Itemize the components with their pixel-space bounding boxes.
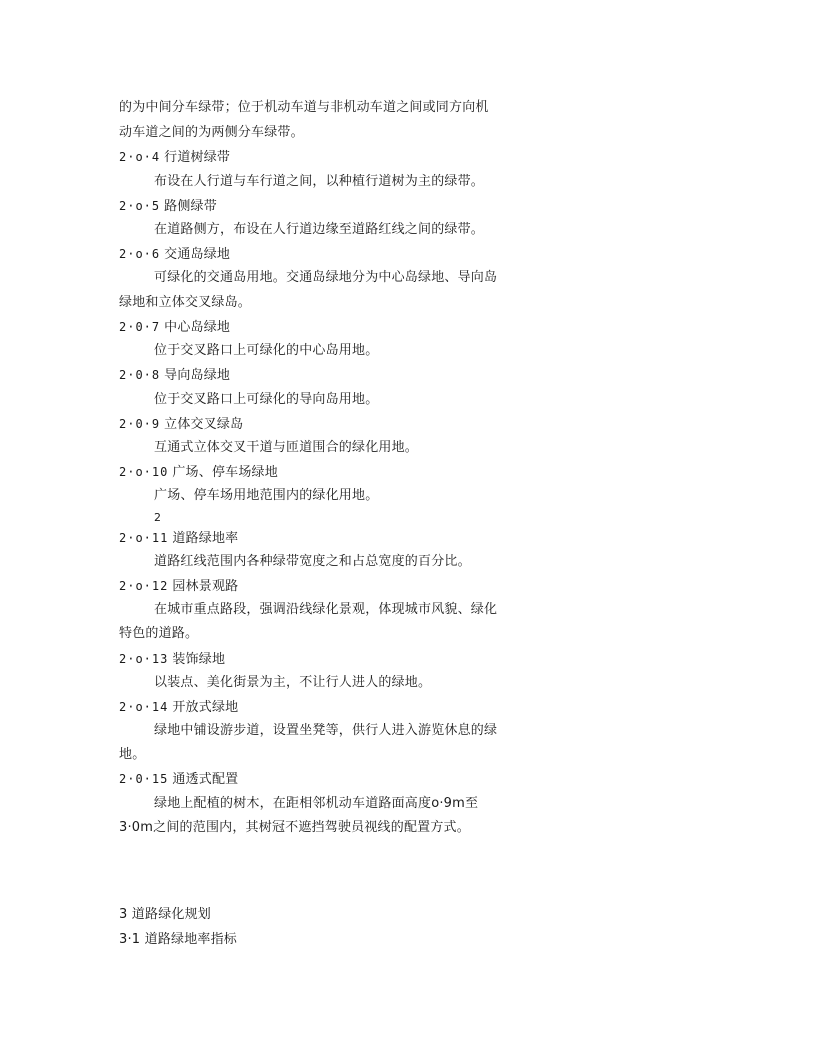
clause-term: 通透式配置 <box>172 772 239 787</box>
clause-heading <box>119 463 278 482</box>
clause-definition: 以装点、美化街景为主，不让行人进人的绿地。 <box>154 675 432 690</box>
clause-number: 2·o·5 <box>119 199 161 213</box>
clause-number: 2·o·14 <box>119 700 169 714</box>
clause-number: 2·0·15 <box>119 772 169 786</box>
clause-definition: 绿地上配植的树木，在距相邻机动车道路面高度o·9m至 <box>154 796 479 811</box>
clause-heading <box>119 245 230 264</box>
clause-term: 路侧绿带 <box>164 199 217 214</box>
page-number: 2 <box>154 511 162 524</box>
clause-heading <box>119 770 238 789</box>
clause-definition-cont: 特色的道路。 <box>119 626 199 641</box>
clause-definition: 道路红线范围内各种绿带宽度之和占总宽度的百分比。 <box>154 554 471 569</box>
clause-term: 道路绿地率 <box>172 531 239 546</box>
intro-line-1: 的为中间分车绿带；位于机动车道与非机动车道之间或同方向机 <box>119 100 489 115</box>
clause-number: 2·o·6 <box>119 247 161 261</box>
clause-number: 2·o·4 <box>119 150 161 164</box>
clause-number: 2·0·8 <box>119 368 161 382</box>
clause-term: 中心岛绿地 <box>164 320 231 335</box>
clause-heading <box>119 197 217 216</box>
clause-definition-cont: 地。 <box>119 747 146 762</box>
clause-definition-cont: 绿地和立体交叉绿岛。 <box>119 295 252 310</box>
clause-heading <box>119 577 238 596</box>
clause-heading <box>119 148 230 167</box>
clause-number: 2·o·12 <box>119 579 169 593</box>
clause-definition: 布设在人行道与车行道之间，以种植行道树为主的绿带。 <box>154 174 485 189</box>
clause-number: 2·o·13 <box>119 652 169 666</box>
section-heading: 3 道路绿化规划 <box>119 907 212 922</box>
clause-term: 导向岛绿地 <box>164 368 231 383</box>
clause-heading <box>119 366 230 385</box>
subsection-heading: 3·1 道路绿地率指标 <box>119 932 238 947</box>
clause-heading <box>119 415 243 434</box>
clause-term: 广场、停车场绿地 <box>172 465 278 480</box>
clause-number: 2·o·11 <box>119 531 169 545</box>
clause-definition: 在道路侧方，布设在人行道边缘至道路红线之间的绿带。 <box>154 222 485 237</box>
clause-definition: 互通式立体交叉干道与匝道围合的绿化用地。 <box>154 440 419 455</box>
clause-definition: 绿地中铺设游步道，设置坐凳等，供行人进入游览休息的绿 <box>154 723 498 738</box>
clause-number: 2·0·7 <box>119 320 161 334</box>
clause-definition-cont: 3·0m之间的范围内，其树冠不遮挡驾驶员视线的配置方式。 <box>119 820 470 835</box>
clause-term: 园林景观路 <box>172 579 239 594</box>
clause-definition: 位于交叉路口上可绿化的导向岛用地。 <box>154 392 379 407</box>
clause-term: 行道树绿带 <box>164 150 231 165</box>
clause-heading <box>119 698 238 717</box>
clause-heading <box>119 650 225 669</box>
clause-definition: 在城市重点路段，强调沿线绿化景观，体现城市风貌、绿化 <box>154 602 498 617</box>
clause-heading <box>119 318 230 337</box>
intro-line-2: 动车道之间的为两侧分车绿带。 <box>119 125 304 140</box>
clause-term: 立体交叉绿岛 <box>164 417 244 432</box>
clause-number: 2·0·9 <box>119 417 161 431</box>
clause-definition: 位于交叉路口上可绿化的中心岛用地。 <box>154 343 379 358</box>
clause-number: 2·o·10 <box>119 465 169 479</box>
clause-term: 开放式绿地 <box>172 700 239 715</box>
clause-term: 装饰绿地 <box>172 652 226 667</box>
clause-definition: 广场、停车场用地范围内的绿化用地。 <box>154 488 379 503</box>
clause-term: 交通岛绿地 <box>164 247 231 262</box>
clause-definition: 可绿化的交通岛用地。交通岛绿地分为中心岛绿地、导向岛 <box>154 270 498 285</box>
clause-heading <box>119 529 238 548</box>
